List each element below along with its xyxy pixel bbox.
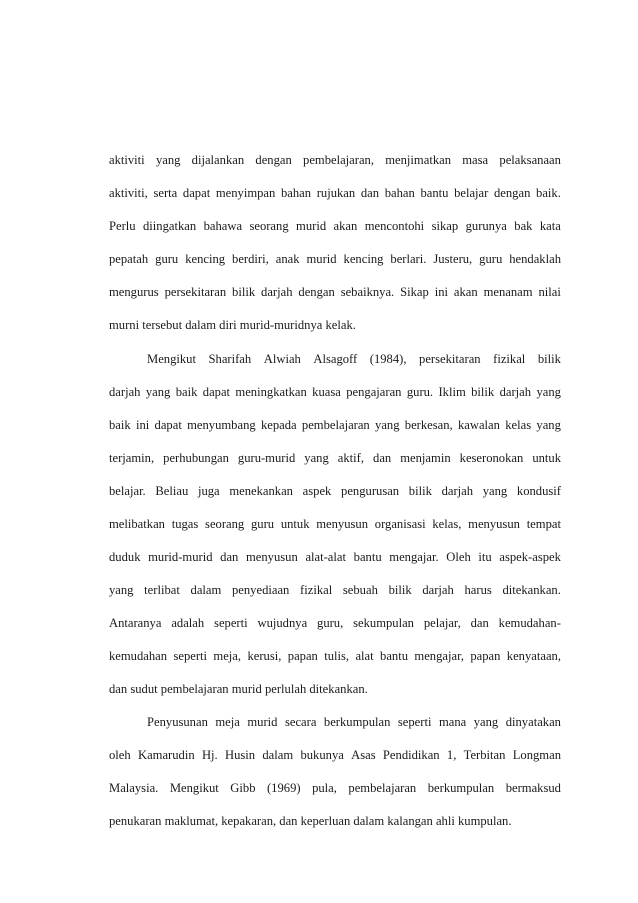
word: bantu [420, 186, 449, 200]
word: kencing [343, 252, 384, 266]
word: aktiviti, [109, 186, 148, 200]
word: tempat [526, 517, 561, 531]
word: berkesan, [404, 418, 453, 432]
word: bantu [380, 649, 409, 663]
word: terjamin, [109, 451, 155, 465]
word: kawalan [457, 418, 500, 432]
word: mengajar, [414, 649, 464, 663]
text-line [109, 284, 561, 301]
word: Iklim [438, 385, 466, 399]
word: mengurus [109, 285, 159, 299]
word: Longman [512, 748, 561, 762]
text-line [109, 747, 561, 764]
word: guru-murid [237, 451, 296, 465]
word: belajar. [109, 484, 146, 498]
word: ini [434, 285, 448, 299]
word: bukunya [300, 748, 344, 762]
word: murid [296, 219, 327, 233]
text-line: murni tersebut dalam diri murid-muridnya kelak. [109, 318, 356, 332]
word: itu [478, 550, 492, 564]
word: dan [360, 186, 380, 200]
word: guru [479, 252, 503, 266]
word: sikap [431, 219, 459, 233]
word: kepada [260, 418, 297, 432]
word: baik. [536, 186, 561, 200]
word: ditekankan. [502, 583, 561, 597]
word: menyusun [468, 517, 520, 531]
word: wujudnya [257, 616, 308, 630]
word: dengan [298, 285, 335, 299]
word: terlibat [144, 583, 180, 597]
word: Asas [351, 748, 376, 762]
word: fizikal [300, 583, 333, 597]
word: Penyusunan [147, 715, 208, 729]
word: guru. [406, 385, 434, 399]
word: murid [247, 715, 278, 729]
word: aktif, [337, 451, 365, 465]
word: serta [153, 186, 178, 200]
word: yang [375, 418, 400, 432]
word: Alwiah [263, 352, 301, 366]
word: nilai [538, 285, 561, 299]
word: papan [287, 649, 318, 663]
word: seperti [397, 715, 432, 729]
word: akan [333, 219, 358, 233]
word: alat [355, 649, 374, 663]
word: kemudahan- [498, 616, 561, 630]
word: Sharifah [208, 352, 252, 366]
word: persekitaran [419, 352, 481, 366]
word: darjah [261, 285, 293, 299]
word: gurunya [465, 219, 507, 233]
word: menjamin [400, 451, 451, 465]
word: yang [536, 385, 561, 399]
word: yang [155, 153, 181, 167]
word: menyusun [246, 550, 298, 564]
word: kerusi, [247, 649, 282, 663]
word: seperti [214, 616, 248, 630]
text-line: penukaran maklumat, kepakaran, dan keperluan dalam kalangan ahli kumpulan. [109, 814, 512, 828]
word: menjimatkan [385, 153, 451, 167]
word: bantu [353, 550, 382, 564]
word: berlari. [390, 252, 427, 266]
word: harus [464, 583, 492, 597]
word: bilik [388, 583, 412, 597]
word: darjah [109, 385, 141, 399]
word: akan [453, 285, 478, 299]
word: Kamarudin [137, 748, 195, 762]
word: perhubungan [163, 451, 229, 465]
word: darjah [422, 583, 454, 597]
text-line [109, 483, 561, 500]
word: persekitaran [164, 285, 227, 299]
word: rujukan [316, 186, 356, 200]
word: organisasi [374, 517, 426, 531]
word: dijalankan [191, 153, 245, 167]
word: keseronokan [459, 451, 524, 465]
word: kencing [185, 252, 226, 266]
word: kelas, [432, 517, 462, 531]
text-line [109, 185, 561, 202]
word: menekankan [229, 484, 293, 498]
word: untuk [532, 451, 561, 465]
word: Malaysia. [109, 781, 159, 795]
word: dalam [262, 748, 294, 762]
word: pembelajaran, [303, 153, 374, 167]
word: Antaranya [109, 616, 162, 630]
word: aspek-aspek [499, 550, 561, 564]
word: secara [284, 715, 317, 729]
word: tugas [171, 517, 199, 531]
word: bermaksud [505, 781, 561, 795]
word: Hj. [201, 748, 218, 762]
word: pengurusan [341, 484, 400, 498]
word: yang [109, 583, 134, 597]
word: Mengikut [147, 352, 196, 366]
word: duduk [109, 550, 141, 564]
word: pula, [312, 781, 337, 795]
word: dalam [190, 583, 222, 597]
word: dan [373, 451, 392, 465]
word: kemudahan [109, 649, 168, 663]
word: belajar [454, 186, 489, 200]
word: menanam [483, 285, 533, 299]
word: aktiviti [109, 153, 145, 167]
word: Beliau [155, 484, 189, 498]
word: Alsagoff [313, 352, 358, 366]
word: 1, [446, 748, 457, 762]
text-line [147, 351, 561, 368]
word: meja [215, 715, 240, 729]
word: kuasa [312, 385, 341, 399]
word: seperti [173, 649, 208, 663]
word: Husin [224, 748, 256, 762]
word: dapat [182, 186, 211, 200]
word: (1969) [266, 781, 301, 795]
word: melibatkan [109, 517, 165, 531]
word: pembelajaran [301, 418, 370, 432]
word: berdiri, [232, 252, 269, 266]
word: Sikap [400, 285, 429, 299]
word: meningkatkan [235, 385, 307, 399]
word: pembelajaran [348, 781, 417, 795]
word: darjah [499, 385, 532, 399]
word: dapat [202, 385, 231, 399]
word: yang [536, 418, 561, 432]
text-line [109, 152, 561, 169]
word: Gibb [230, 781, 256, 795]
text-line [109, 615, 561, 632]
word: dan [220, 550, 239, 564]
word: alat-alat [305, 550, 346, 564]
word: anak [275, 252, 300, 266]
text-line [109, 450, 561, 467]
word: bak [514, 219, 533, 233]
word: pepatah [109, 252, 149, 266]
word: yang [304, 451, 329, 465]
word: tulis, [324, 649, 350, 663]
word: Pendidikan [382, 748, 440, 762]
word: Oleh [446, 550, 471, 564]
word: Mengikut [169, 781, 219, 795]
word: diingatkan [143, 219, 197, 233]
word: kondusif [516, 484, 561, 498]
word: ini [135, 418, 150, 432]
text-line [109, 516, 561, 533]
word: pelaksanaan [499, 153, 561, 167]
word: kenyataan, [506, 649, 561, 663]
word: bilik [537, 352, 561, 366]
word: seorang [205, 517, 245, 531]
text-line [109, 549, 561, 566]
word: dapat [154, 418, 182, 432]
word: guru [155, 252, 179, 266]
word: guru, [317, 616, 344, 630]
word: yang [482, 484, 508, 498]
text-line: dan sudut pembelajaran murid perlulah ditekankan. [109, 682, 368, 696]
word: oleh [109, 748, 131, 762]
text-line [109, 648, 561, 665]
word: Perlu [109, 219, 136, 233]
word: seorang [249, 219, 289, 233]
word: menyusun [316, 517, 369, 531]
word: menyimpan [215, 186, 276, 200]
text-line [109, 780, 561, 797]
word: bilik [232, 285, 256, 299]
word: penyediaan [232, 583, 290, 597]
word: bilik [408, 484, 432, 498]
text-line [109, 582, 561, 599]
word: sebaiknya. [340, 285, 395, 299]
word: murid [306, 252, 337, 266]
word: bahawa [203, 219, 243, 233]
word: guru [250, 517, 275, 531]
word: pengajaran [346, 385, 402, 399]
word: bahan [384, 186, 415, 200]
word: berkumpulan [427, 781, 495, 795]
word: bahan [280, 186, 312, 200]
word: baik [175, 385, 198, 399]
word: sekumpulan [353, 616, 414, 630]
word: dengan [494, 186, 531, 200]
word: berkumpulan [323, 715, 391, 729]
word: hendaklah [509, 252, 561, 266]
word: kata [539, 219, 561, 233]
word: dinyatakan [505, 715, 561, 729]
word: (1984), [369, 352, 407, 366]
text-line [109, 218, 561, 235]
word: menyumbang [187, 418, 256, 432]
word: untuk [280, 517, 310, 531]
word: aspek [302, 484, 332, 498]
text-line [147, 714, 561, 731]
word: mengajar. [389, 550, 439, 564]
word: meja, [213, 649, 242, 663]
word: dengan [255, 153, 292, 167]
word: Justeru, [433, 252, 473, 266]
word: juga [197, 484, 220, 498]
word: mana [438, 715, 467, 729]
word: darjah [441, 484, 474, 498]
word: fizikal [493, 352, 526, 366]
word: Terbitan [463, 748, 506, 762]
word: murid-murid [148, 550, 213, 564]
word: dan [470, 616, 489, 630]
word: papan [470, 649, 501, 663]
word: pelajar, [423, 616, 461, 630]
word: baik [109, 418, 131, 432]
word: bilik [471, 385, 495, 399]
text-line [109, 384, 561, 401]
word: yang [473, 715, 499, 729]
word: sebuah [342, 583, 378, 597]
word: adalah [171, 616, 205, 630]
word: masa [462, 153, 489, 167]
word: mencontohi [364, 219, 425, 233]
word: yang [145, 385, 171, 399]
text-line [109, 251, 561, 268]
word: kelas [505, 418, 532, 432]
text-line [109, 417, 561, 434]
